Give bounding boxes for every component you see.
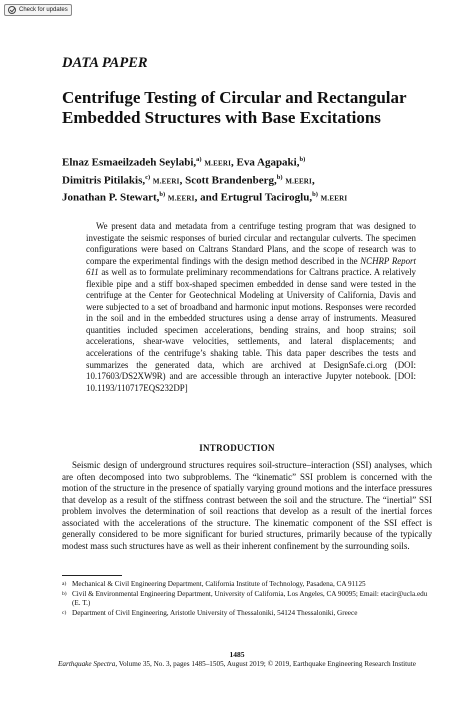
footnotes [62,580,432,618]
footnote-text: Mechanical & Civil Engineering Department, California Institute of Technology, Pasadena, CA 91125 [72,580,366,588]
author-line: Jonathan P. Stewart,$^{b)}$ M.EERI, and Ertugrul Taciroglu,$^{b)}$ M.EERI [62,191,348,204]
section-heading: INTRODUCTION [199,443,275,453]
footnote-divider [62,575,122,576]
affiliation-mark: b) [312,191,318,199]
check-circle-icon [8,6,16,14]
author-line: Elnaz Esmaeilzadeh Seylabi,$^{a)}$ M.EERI, Eva Agapaki,$^{b)}$ [62,156,306,169]
author-line: Dimitris Pitilakis,$^{c)}$ M.EERI, Scott Brandenberg,$^{b)}$ M.EERI, [62,173,315,187]
footnote [62,590,432,609]
author-name: Jonathan P. Stewart, [62,191,160,204]
introduction-paragraph: Seismic design of underground structures requires soil-structure–interaction (SSI) analyses, which are often decomposed into two subproblems. The “kinematic” SSI problem is concerned with the motion of the structure in the presence of spatially varying ground motions and the interface pressures that develop as a result of the stiffness contrast between the soil and the structure. The “inertial” SSI problem involves the determination of soil reactions that develop as a result of the inertial forces associated with the accelerations of the structure. The kinematic component of the SSI effect is generally considered to be more significant for buried structures, primarily because of the typically modest mass such structures have as well as their inherent confinement by the surrounding soils. [62,460,432,551]
affiliation-mark: b) [299,156,306,163]
footnote [62,580,432,590]
footnote-mark: b) [62,590,67,597]
affiliation-mark: a) [196,156,202,163]
affiliation-mark: b) [276,173,283,181]
affiliation-mark: b) [159,191,166,199]
membership: M.EERI [167,194,195,203]
paper-type-label: DATA PAPER [62,55,148,71]
author-name: Eva Agapaki, [236,156,300,169]
paper-title: Centrifuge Testing of Circular and Rectangular Embedded Structures with Base Excitations [62,88,407,127]
footnote-mark: a) [62,581,67,587]
journal-name: Earthquake Spectra [58,660,116,668]
membership: M.EERI [320,194,348,203]
affiliation-mark: c) [145,173,151,181]
page-number: 1485 [229,650,245,659]
author-list [62,153,432,206]
journal-details: , Volume 35, No. 3, pages 1485–1505, August 2019; © 2019, Earthquake Engineering Research Institute [115,660,416,668]
footnote-mark: c) [62,609,67,616]
author-name: Dimitris Pitilakis, [62,174,146,187]
check-for-updates-badge[interactable] [4,4,72,16]
footnote [62,609,432,619]
membership: M.EERI [285,177,312,186]
membership: M.EERI [204,159,232,168]
badge-label: Check for updates [19,7,68,13]
membership: M.EERI [152,177,180,186]
report-reference: NCHRP Report 611 [86,255,416,278]
author-name: Elnaz Esmaeilzadeh Seylabi, [62,156,197,169]
author-name: Scott Brandenberg, [185,174,277,187]
abstract: We present data and metadata from a centrifuge testing program that was designed to investigate the seismic responses of buried circular and rectangular culverts. The specimen configurations were based on Caltrans Standard Plans, and the scope of research was to compare the experimental findings with the design method described in the NCHRP Report 611 as well as to formulate preliminary recommendations for Caltrans practice. A relatively flexible pipe and a stiff box-shaped specimen embedded in dense sand were tested in the centrifuge at the Center for Geotechnical Modeling at University of California, Davis and were subjected to a set of broadband and harmonic input motions. Responses were recorded in the soil and in the embedded structures using a dense array of instruments. Measured quantities included specimen accelerations, bending strains, and hoop strains; soil accelerations, shear-wave velocities, settlements, and lateral displacements; and accelerations of the centrifuge’s shaking table. This data paper describes the tests and summarizes the generated data, which are archived at DesignSafe.ci.org (DOI: 10.17603/DS2XW9R) and are accessible through an interactive Jupyter notebook. [DOI: 10.1193/110717EQS232DP] [86,221,416,393]
footnote-text: Department of Civil Engineering, Aristotle University of Thessaloniki, 54124 Thessaloniki, Greece [72,608,358,617]
author-name: Ertugrul Taciroglu, [220,191,313,204]
journal-citation [0,660,474,668]
footnote-text: Civil & Environmental Engineering Department, University of California, Los Angeles, CA 90095; Email: etacir@ucla.edu (E. T.) [72,589,428,608]
